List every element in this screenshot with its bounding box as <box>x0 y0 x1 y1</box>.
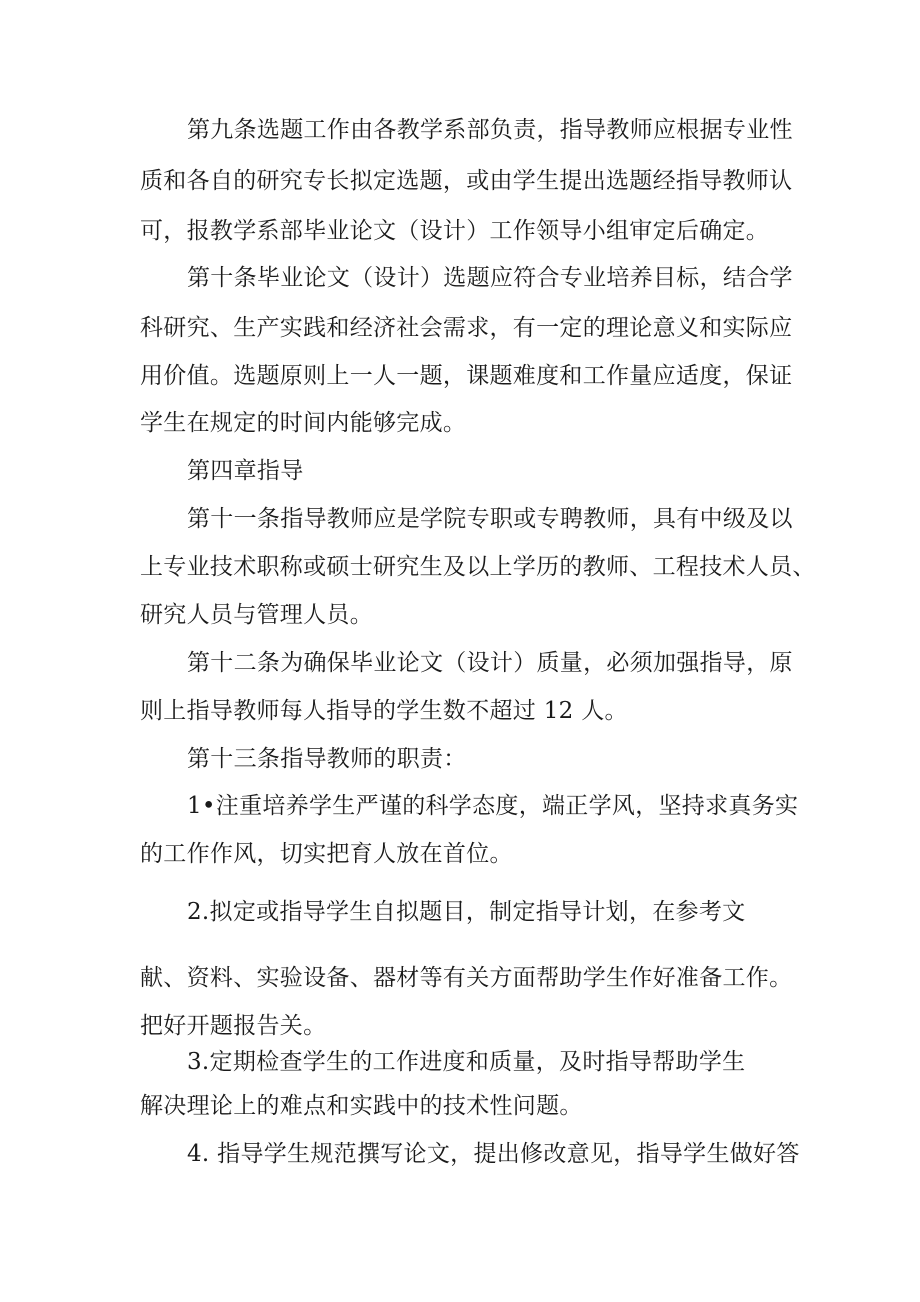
article-11-line-2: 上专业技术职称或硕士研究生及以上学历的教师、工程技术人员、 <box>140 554 816 580</box>
article-10-line-1: 第十条毕业论文（设计）选题应符合专业培养目标，结合学 <box>187 265 793 291</box>
duty-2-line-1: 2.拟定或指导学生自拟题目，制定指导计划，在参考文 <box>187 899 746 925</box>
article-13-heading: 第十三条指导教师的职责： <box>187 746 467 772</box>
duty-3-line-2: 解决理论上的难点和实践中的技术性问题。 <box>140 1093 583 1119</box>
duty-2-line-2: 献、资料、实验设备、器材等有关方面帮助学生作好准备工作。 <box>140 965 793 991</box>
article-10-line-3: 用价值。选题原则上一人一题，课题难度和工作量应适度，保证 <box>140 363 793 389</box>
chapter-4-heading: 第四章指导 <box>187 458 304 484</box>
article-9-line-2: 质和各自的研究专长拟定选题，或由学生提出选题经指导教师认 <box>140 168 793 194</box>
article-11-line-1: 第十一条指导教师应是学院专职或专聘教师，具有中级及以 <box>187 506 793 532</box>
article-11-line-3: 研究人员与管理人员。 <box>140 602 373 628</box>
duty-4-line-1: 4. 指导学生规范撰写论文，提出修改意见，指导学生做好答 <box>187 1141 800 1167</box>
article-12-line-1: 第十二条为确保毕业论文（设计）质量，必须加强指导，原 <box>187 650 793 676</box>
duty-2-line-3: 把好开题报告关。 <box>140 1013 327 1039</box>
article-10-line-4: 学生在规定的时间内能够完成。 <box>140 410 467 436</box>
article-9-line-3: 可，报教学系部毕业论文（设计）工作领导小组审定后确定。 <box>140 218 770 244</box>
article-9-line-1: 第九条选题工作由各教学系部负责，指导教师应根据专业性 <box>187 117 793 143</box>
article-10-line-2: 科研究、生产实践和经济社会需求，有一定的理论意义和实际应 <box>140 315 793 341</box>
article-12-line-2: 则上指导教师每人指导的学生数不超过 12 人。 <box>140 698 628 724</box>
duty-1-line-2: 的工作作风，切实把育人放在首位。 <box>140 841 513 867</box>
duty-1-line-1: 1•注重培养学生严谨的科学态度，端正学风，坚持求真务实 <box>187 793 799 819</box>
duty-3-line-1: 3.定期检查学生的工作进度和质量，及时指导帮助学生 <box>187 1049 746 1075</box>
